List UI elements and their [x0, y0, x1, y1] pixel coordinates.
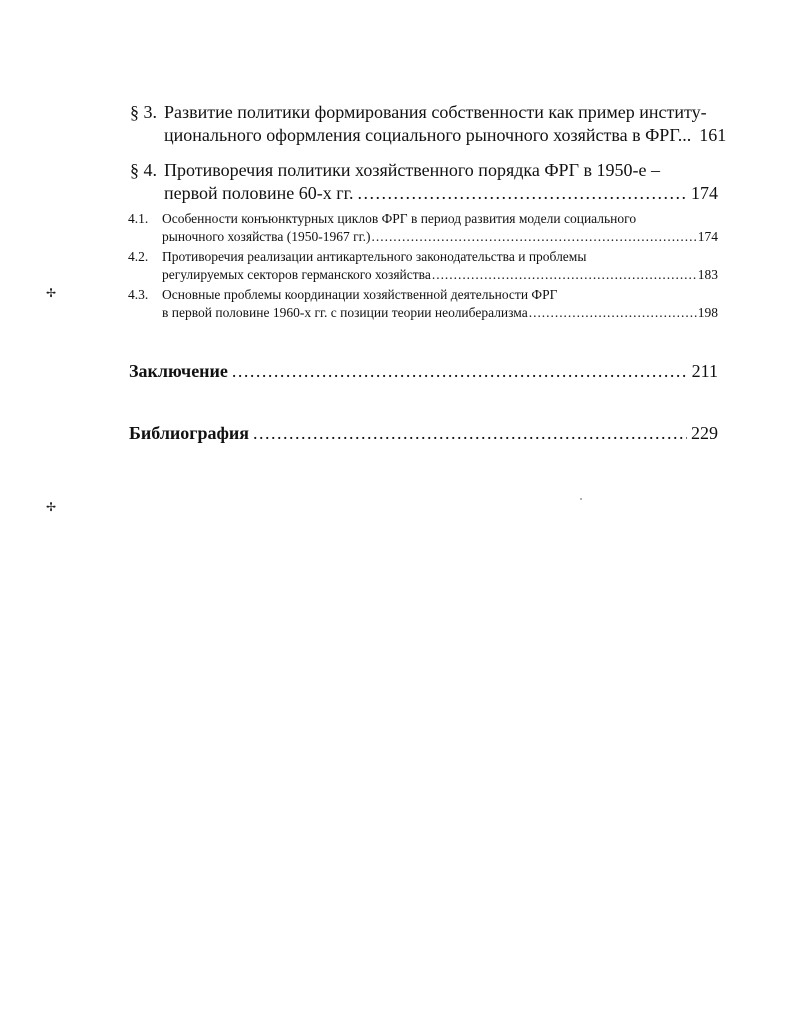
- section-number: § 3.: [130, 102, 157, 122]
- section-title-line2: первой половине 60-х гг.: [164, 183, 354, 203]
- section-page-number: 161: [699, 125, 727, 145]
- subsection-number: 4.1.: [128, 211, 149, 226]
- section-title-line2: ционального оформления социального рыночного хозяйства в ФРГ...: [164, 125, 692, 145]
- section-title-line2-row: [164, 182, 718, 205]
- subsection-title-line2-row: [162, 266, 718, 284]
- subsection-title-line2-row: [162, 304, 718, 322]
- subsection-title-line2: в первой половине 1960-х гг. с позиции теории неолиберализма: [162, 305, 528, 320]
- subsection-page-number: 183: [697, 267, 718, 282]
- section-title-line2-row: [164, 124, 727, 147]
- subsection-page-number: 174: [697, 229, 718, 244]
- bibliography-page-number: 229: [691, 423, 718, 443]
- subsection-title-line1: Основные проблемы координации хозяйственной деятельности ФРГ: [162, 287, 558, 302]
- dot-leader: [432, 266, 697, 284]
- dot-leader: [529, 304, 697, 322]
- scan-speck-mark: ✢: [46, 500, 57, 514]
- dot-leader: [253, 422, 687, 445]
- subsection-title-line2-row: [162, 228, 718, 246]
- section-number: § 4.: [130, 160, 157, 180]
- subsection-title-line1: Противоречия реализации антикартельного законодательства и проблемы: [162, 249, 587, 264]
- section-title-line1: Развитие политики формирования собственности как пример институ-: [164, 102, 707, 122]
- subsection-title-line2: рыночного хозяйства (1950-1967 гг.): [162, 229, 371, 244]
- dot-leader: [372, 228, 697, 246]
- scan-dot: [580, 498, 582, 500]
- dot-leader: [232, 360, 688, 383]
- subsection-page-number: 198: [697, 305, 718, 320]
- subsection-title-line2: регулируемых секторов германского хозяйства: [162, 267, 431, 282]
- scan-speck-mark: ✢: [46, 286, 57, 300]
- subsection-number: 4.3.: [128, 287, 149, 302]
- subsection-title-line1: Особенности конъюнктурных циклов ФРГ в период развития модели социального: [162, 211, 637, 226]
- conclusion-title: Заключение: [129, 361, 228, 381]
- dot-leader: [358, 182, 688, 205]
- section-page-number: 174: [691, 183, 718, 203]
- bibliography-title: Библиография: [129, 423, 250, 443]
- toc-conclusion[interactable]: [129, 360, 718, 383]
- toc-bibliography[interactable]: [129, 422, 718, 445]
- subsection-number: 4.2.: [128, 249, 149, 264]
- conclusion-page-number: 211: [691, 361, 718, 381]
- section-title-line1: Противоречия политики хозяйственного порядка ФРГ в 1950-е –: [164, 160, 660, 180]
